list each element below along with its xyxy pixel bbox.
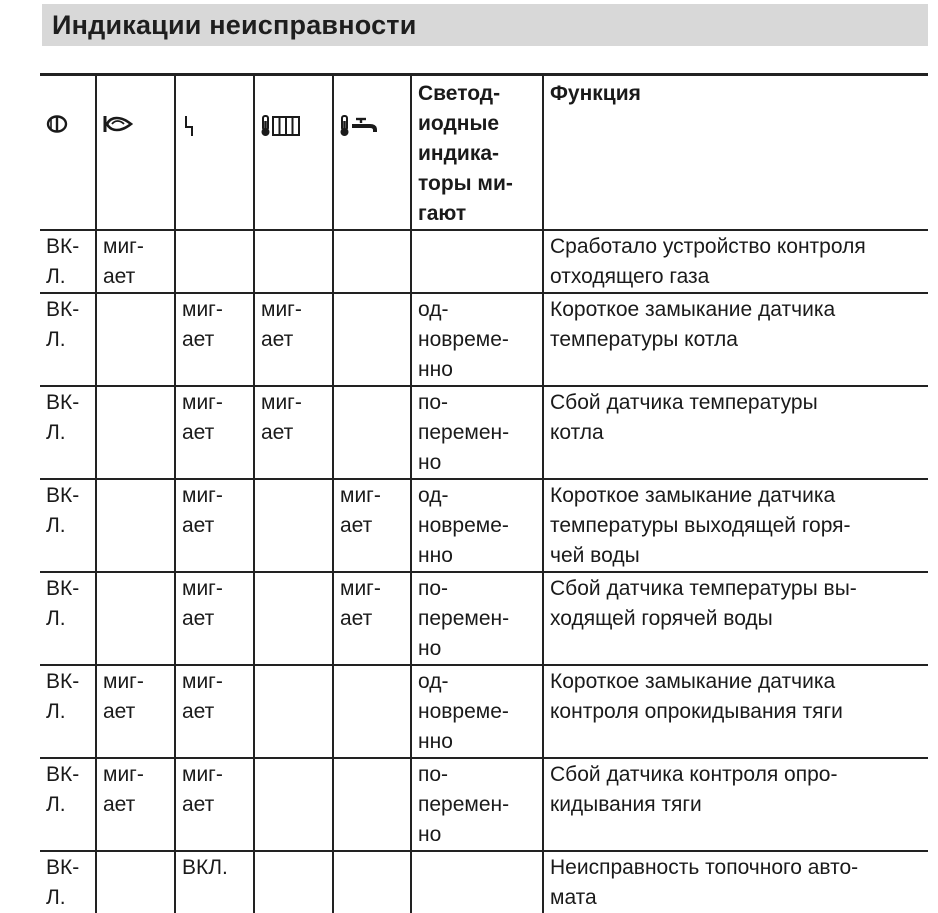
table-row xyxy=(40,572,928,665)
cell-leds-blink: од- новреме- нно xyxy=(411,293,543,386)
table-header-row xyxy=(40,75,928,231)
cell-hot-water xyxy=(333,386,411,479)
cell-hot-water xyxy=(333,230,411,293)
cell-power: ВК- Л. xyxy=(40,386,96,479)
cell-leds-blink: по- перемен- но xyxy=(411,386,543,479)
hot-water-temperature-tap-icon xyxy=(340,115,380,137)
cell-function: Короткое замыкание датчика температуры выходящей горя- чей воды xyxy=(543,479,928,572)
cell-leds-blink xyxy=(411,230,543,293)
fault-lightning-icon xyxy=(182,115,196,137)
cell-heating xyxy=(254,758,333,851)
cell-power: ВК- Л. xyxy=(40,230,96,293)
cell-burner: миг- ает xyxy=(96,758,175,851)
cell-hot-water: миг- ает xyxy=(333,479,411,572)
cell-fault: миг- ает xyxy=(175,479,254,572)
title-bar xyxy=(42,4,928,46)
header-burner xyxy=(96,75,175,231)
cell-heating xyxy=(254,665,333,758)
page-title: Индикации неисправности xyxy=(52,9,417,40)
cell-leds-blink: од- новреме- нно xyxy=(411,665,543,758)
cell-burner: миг- ает xyxy=(96,230,175,293)
cell-hot-water xyxy=(333,665,411,758)
cell-leds-blink: по- перемен- но xyxy=(411,572,543,665)
header-heating xyxy=(254,75,333,231)
table-row xyxy=(40,386,928,479)
cell-leds-blink: од- новреме- нно xyxy=(411,479,543,572)
cell-function: Сбой датчика температуры вы- ходящей горячей воды xyxy=(543,572,928,665)
cell-function: Короткое замыкание датчика контроля опрокидывания тяги xyxy=(543,665,928,758)
table-row xyxy=(40,758,928,851)
header-leds-blink: Светод- иодные индика- торы ми- гают xyxy=(411,75,543,231)
table-row xyxy=(40,230,928,293)
header-power xyxy=(40,75,96,231)
cell-power: ВК- Л. xyxy=(40,851,96,913)
cell-power: ВК- Л. xyxy=(40,665,96,758)
cell-fault: миг- ает xyxy=(175,665,254,758)
cell-burner: миг- ает xyxy=(96,665,175,758)
cell-burner xyxy=(96,293,175,386)
table-row xyxy=(40,293,928,386)
burner-flame-icon xyxy=(103,115,133,133)
cell-heating xyxy=(254,230,333,293)
header-fault xyxy=(175,75,254,231)
cell-hot-water xyxy=(333,293,411,386)
heating-temperature-radiator-icon xyxy=(261,115,301,137)
cell-hot-water xyxy=(333,758,411,851)
table-row xyxy=(40,479,928,572)
cell-function: Неисправность топочного авто- мата xyxy=(543,851,928,913)
cell-function: Сработало устройство контроля отходящего газа xyxy=(543,230,928,293)
cell-fault: миг- ает xyxy=(175,572,254,665)
cell-heating xyxy=(254,479,333,572)
cell-fault: ВКЛ. xyxy=(175,851,254,913)
header-function: Функция xyxy=(543,75,928,231)
cell-leds-blink: по- перемен- но xyxy=(411,758,543,851)
cell-heating: миг- ает xyxy=(254,293,333,386)
cell-burner xyxy=(96,572,175,665)
cell-fault: миг- ает xyxy=(175,386,254,479)
cell-fault: миг- ает xyxy=(175,293,254,386)
table-row xyxy=(40,665,928,758)
cell-leds-blink xyxy=(411,851,543,913)
cell-burner xyxy=(96,851,175,913)
cell-function: Сбой датчика контроля опро- кидывания тяги xyxy=(543,758,928,851)
cell-function: Сбой датчика температуры котла xyxy=(543,386,928,479)
cell-hot-water: миг- ает xyxy=(333,572,411,665)
power-icon xyxy=(46,115,68,133)
cell-burner xyxy=(96,479,175,572)
header-hot-water xyxy=(333,75,411,231)
cell-power: ВК- Л. xyxy=(40,572,96,665)
cell-heating: миг- ает xyxy=(254,386,333,479)
cell-fault: миг- ает xyxy=(175,758,254,851)
cell-burner xyxy=(96,386,175,479)
cell-function: Короткое замыкание датчика температуры котла xyxy=(543,293,928,386)
fault-indication-table xyxy=(40,73,928,913)
cell-power: ВК- Л. xyxy=(40,479,96,572)
cell-power: ВК- Л. xyxy=(40,758,96,851)
cell-heating xyxy=(254,851,333,913)
cell-heating xyxy=(254,572,333,665)
cell-fault xyxy=(175,230,254,293)
cell-power: ВК- Л. xyxy=(40,293,96,386)
cell-hot-water xyxy=(333,851,411,913)
table-row xyxy=(40,851,928,913)
